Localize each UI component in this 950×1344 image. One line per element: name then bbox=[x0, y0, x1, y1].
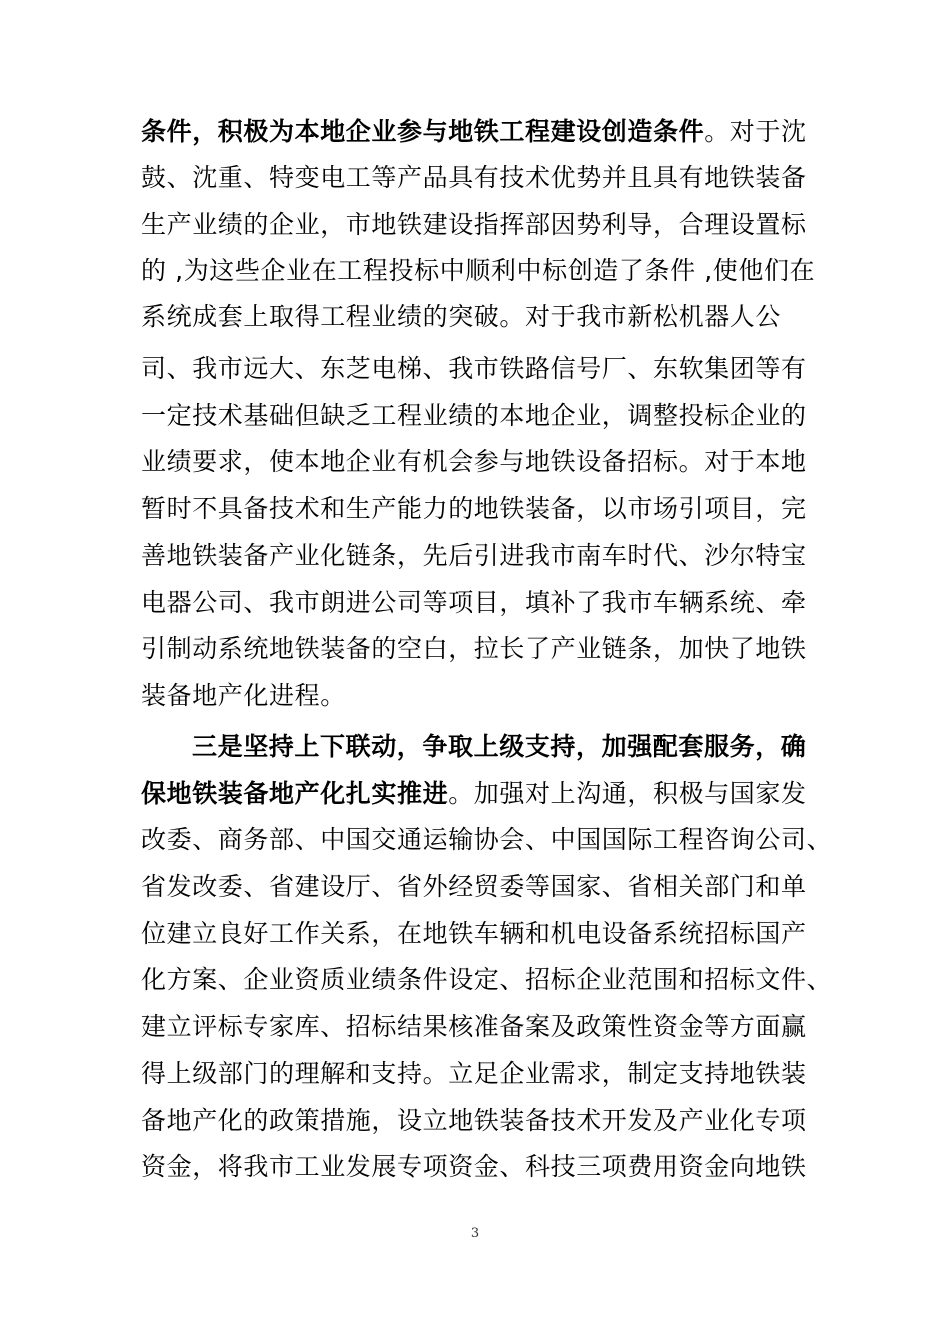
text-line bbox=[141, 539, 813, 573]
text-line bbox=[141, 632, 813, 666]
text-line bbox=[141, 399, 813, 433]
text-line bbox=[141, 492, 813, 526]
text-run: 资金，将我市工业发展专项资金、科技三项费用资金向地铁 bbox=[141, 1152, 807, 1181]
text-line bbox=[141, 254, 816, 288]
text-run: 装备地产化进程。 bbox=[141, 681, 346, 710]
text-line bbox=[141, 679, 813, 713]
text-line bbox=[141, 1057, 813, 1091]
text-run: 生产业绩的企业，市地铁建设指挥部因势利导，合理设置标 bbox=[141, 210, 807, 239]
text-run: 化方案、企业资质业绩条件设定、招标企业范围和招标文件、 bbox=[141, 965, 833, 994]
text-run: 。对于沈 bbox=[704, 117, 807, 146]
page-number: 3 bbox=[470, 1226, 480, 1241]
text-run: 得上级部门的理解和支持。立足企业需求，制定支持地铁装 bbox=[141, 1059, 807, 1088]
text-line bbox=[141, 917, 813, 951]
text-line bbox=[141, 445, 813, 479]
text-run: 暂时不具备技术和生产能力的地铁装备，以市场引项目，完 bbox=[141, 494, 807, 523]
text-line bbox=[141, 823, 833, 857]
text-line bbox=[141, 208, 813, 242]
text-run: 司、我市远大、东芝电梯、我市铁路信号厂、东软集团等有 bbox=[141, 354, 807, 383]
text-line bbox=[141, 1010, 813, 1044]
text-run: 善地铁装备产业化链条，先后引进我市南车时代、沙尔特宝 bbox=[141, 541, 807, 570]
bold-run: 条件，积极为本地企业参与地铁工程建设创造条件 bbox=[141, 117, 705, 146]
paragraph-heading-line bbox=[192, 730, 813, 764]
text-line bbox=[141, 161, 813, 195]
text-run: 位建立良好工作关系，在地铁车辆和机电设备系统招标国产 bbox=[141, 919, 807, 948]
text-run: 一定技术基础但缺乏工程业绩的本地企业，调整投标企业的 bbox=[141, 401, 807, 430]
text-line bbox=[141, 300, 813, 334]
text-run: 鼓、沈重、特变电工等产品具有技术优势并且具有地铁装备 bbox=[141, 163, 807, 192]
bold-run: 保地铁装备地产化扎实推进 bbox=[141, 779, 449, 808]
text-run: 系统成套上取得工程业绩的突破。对于我市新松机器人公 bbox=[141, 302, 782, 331]
text-run: 备地产化的政策措施，设立地铁装备技术开发及产业化专项 bbox=[141, 1106, 807, 1135]
text-line bbox=[141, 352, 813, 386]
text-run: 。加强对上沟通，积极与国家发 bbox=[448, 779, 807, 808]
text-run: 电器公司、我市朗进公司等项目，填补了我市车辆系统、牵 bbox=[141, 588, 807, 617]
bold-run: 三是坚持上下联动，争取上级支持，加强配套服务，确 bbox=[192, 732, 807, 761]
text-line bbox=[141, 1150, 813, 1184]
text-line bbox=[141, 870, 813, 904]
text-run: 的 ,为这些企业在工程投标中顺利中标创造了条件 ,使他们在 bbox=[141, 256, 816, 285]
text-line bbox=[141, 1104, 813, 1138]
text-line bbox=[141, 586, 813, 620]
text-run: 建立评标专家库、招标结果核准备案及政策性资金等方面赢 bbox=[141, 1012, 807, 1041]
text-line bbox=[141, 777, 813, 811]
text-line bbox=[141, 115, 813, 149]
text-run: 改委、商务部、中国交通运输协会、中国国际工程咨询公司、 bbox=[141, 825, 833, 854]
text-run: 引制动系统地铁装备的空白，拉长了产业链条，加快了地铁 bbox=[141, 634, 807, 663]
text-run: 省发改委、省建设厅、省外经贸委等国家、省相关部门和单 bbox=[141, 872, 807, 901]
text-run: 业绩要求，使本地企业有机会参与地铁设备招标。对于本地 bbox=[141, 447, 807, 476]
text-line bbox=[141, 963, 833, 997]
